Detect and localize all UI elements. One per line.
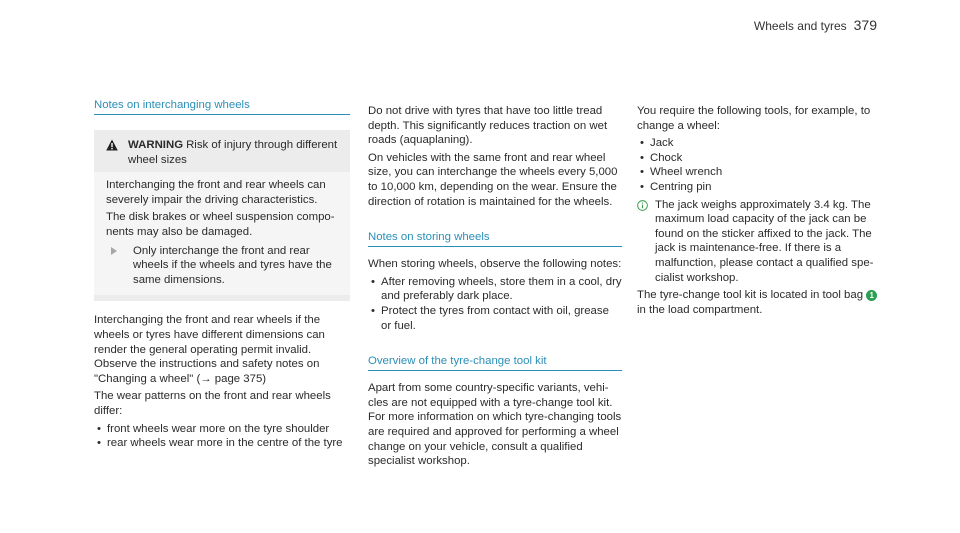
tool-kit-paragraph: Apart from some country-specific variants, vehi-cles are not equipped with a tyre-change tool kit. For more information on which tyre-changing tools are required and approved for performing a wheel change on your vehicle, consult a qualified specialist workshop.: [368, 382, 622, 468]
warning-title: WARNING: [128, 139, 184, 151]
list-item: • Protect the tyres from contact with oil, grease or fuel.: [368, 304, 622, 333]
interchange-paragraph: Interchanging the front and rear wheels if the wheels or tyres have different dimensions can render the general operating permit invalid. Observe the instructions and safety notes on "Changing a wheel" (→ page 375): [94, 314, 325, 385]
heading-tool-kit: Overview of the tyre-change tool kit: [368, 354, 622, 371]
warning-header: [106, 138, 340, 167]
info-note-text: The jack weighs approximately 3.4 kg. The maximum load capacity of the jack can be found on the sticker affixed to the jack. The jack is maintenance-free. If there is a malfunction, please contact a qualified spe-cialist workshop.: [655, 198, 874, 284]
wear-pattern-paragraph: The wear patterns on the front and rear wheels differ:: [94, 390, 331, 417]
wear-list: [94, 422, 350, 451]
list-item: • Jack: [637, 136, 889, 151]
section-title: Wheels and tyres: [753, 19, 847, 33]
heading-interchanging-wheels: Notes on interchanging wheels: [94, 98, 350, 115]
heading-storing-wheels: Notes on storing wheels: [368, 230, 622, 247]
warning-text: Risk of injury through different wheel sizes: [128, 139, 338, 166]
tread-depth-paragraph: Do not drive with tyres that have too little tread depth. This significantly reduces traction on wet roads (aquaplaning).: [368, 105, 608, 147]
rotation-paragraph: On vehicles with the same front and rear wheel size, you can interchange the wheels every 5,000 to 10,000 km, depending on the wear. Ensure the direction of rotation is maintained for the wheels.: [368, 151, 618, 208]
tool-bag-text-before: The tyre-change tool kit is located in tool bag: [637, 289, 864, 302]
list-item: • Centring pin: [637, 180, 889, 195]
page-header: [754, 18, 877, 34]
list-item: • Wheel wrench: [637, 165, 889, 180]
tool-bag-text-after: in the load compartment.: [637, 303, 763, 316]
warning-tip-text: Only interchange the front and rear wheels if the wheels and tyres have the same dimensions.: [133, 244, 332, 286]
info-icon: [637, 200, 648, 211]
warning-triangle-icon: [106, 139, 118, 151]
warning-tip: [111, 244, 340, 288]
list-item: • After removing wheels, store them in a cool, dry and preferably dark place.: [368, 275, 622, 304]
tools-intro: You require the following tools, for example, to change a wheel:: [637, 105, 871, 132]
column-1: [94, 98, 350, 454]
warning-text-block: [128, 138, 340, 167]
list-item: • rear wheels wear more in the centre of the tyre: [94, 436, 350, 451]
number-badge-1: 1: [866, 290, 877, 301]
column-3: [637, 104, 889, 320]
column-2: [368, 104, 622, 472]
warning-body-line-2: The disk brakes or wheel suspension compo-nents may also be damaged.: [106, 211, 335, 238]
list-item: • Chock: [637, 151, 889, 166]
tool-bag-paragraph: [637, 288, 889, 317]
tools-list: [637, 136, 889, 194]
warning-box: [94, 130, 350, 301]
page-number: 379: [853, 17, 877, 33]
info-note: [637, 198, 889, 286]
storing-list: [368, 275, 622, 333]
warning-body: [94, 172, 350, 295]
list-item: • front wheels wear more on the tyre shoulder: [94, 422, 350, 437]
storing-intro: When storing wheels, observe the following notes:: [368, 258, 622, 271]
warning-body-line-1: Interchanging the front and rear wheels can severely impair the driving characteristics.: [106, 179, 326, 206]
play-arrow-icon: [111, 247, 123, 255]
